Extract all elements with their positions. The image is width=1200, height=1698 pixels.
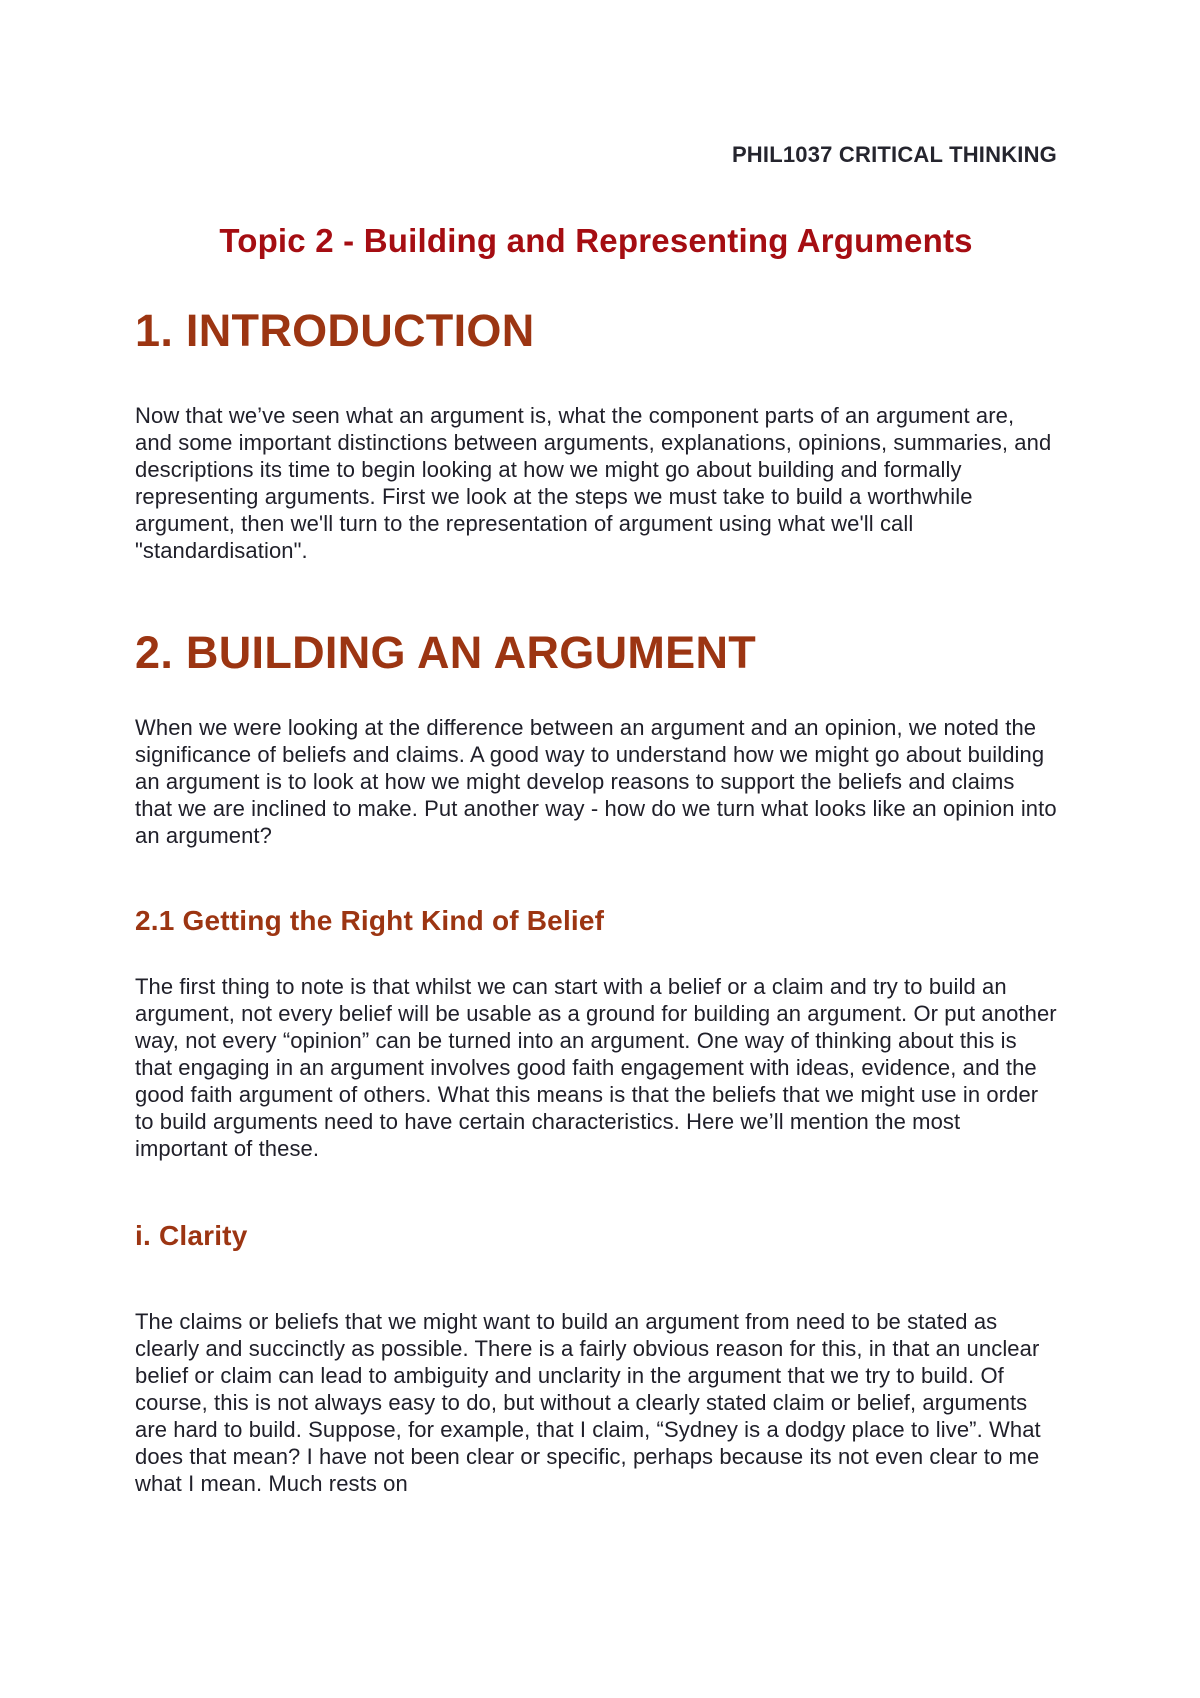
section-heading-introduction: 1. INTRODUCTION (135, 305, 535, 356)
paragraph-clarity: The claims or beliefs that we might want to build an argument from need to be stated as clearly and succinctly as possible. There is a fairly obvious reason for this, in that an unclear belief or claim can lead to ambiguity and unclarity in the argument that we try to build. Of course, this is not always easy to do, but without a clearly stated claim or belief, arguments are hard to build. Suppose, for example, that I claim, “Sydney is a dodgy place to live”. What does that mean? I have not been clear or specific, perhaps because its not even clear to me what I mean. Much rests on (135, 1309, 1041, 1496)
paragraph-introduction: Now that we’ve seen what an argument is, what the component parts of an argument are, and some important distinctions between arguments, explanations, opinions, summaries, and descriptions its time to begin looking at how we might go about building and formally representing arguments. First we look at the steps we must take to build a worthwhile argument, then we'll turn to the representation of argument using what we'll call "standardisation". (135, 403, 1052, 563)
course-header: PHIL1037 CRITICAL THINKING (731, 142, 1057, 167)
subsection-heading-clarity: i. Clarity (135, 1220, 248, 1251)
subsection-heading-right-kind-of-belief: 2.1 Getting the Right Kind of Belief (135, 905, 605, 936)
document-title: Topic 2 - Building and Representing Arguments (219, 222, 973, 259)
section-heading-building-an-argument: 2. BUILDING AN ARGUMENT (135, 627, 757, 678)
paragraph-building-an-argument: When we were looking at the difference between an argument and an opinion, we noted the significance of beliefs and claims. A good way to understand how we might go about building an argument is to look at how we might develop reasons to support the beliefs and claims that we are inclined to make. Put another way - how do we turn what looks like an opinion into an argument? (135, 715, 1057, 848)
paragraph-right-kind-of-belief: The first thing to note is that whilst we can start with a belief or a claim and try to build an argument, not every belief will be usable as a ground for building an argument. Or put another way, not every “opinion” can be turned into an argument. One way of thinking about this is that engaging in an argument involves good faith engagement with ideas, evidence, and the good faith argument of others. What this means is that the beliefs that we might use in order to build arguments need to have certain characteristics. Here we’ll mention the most important of these. (135, 974, 1057, 1161)
